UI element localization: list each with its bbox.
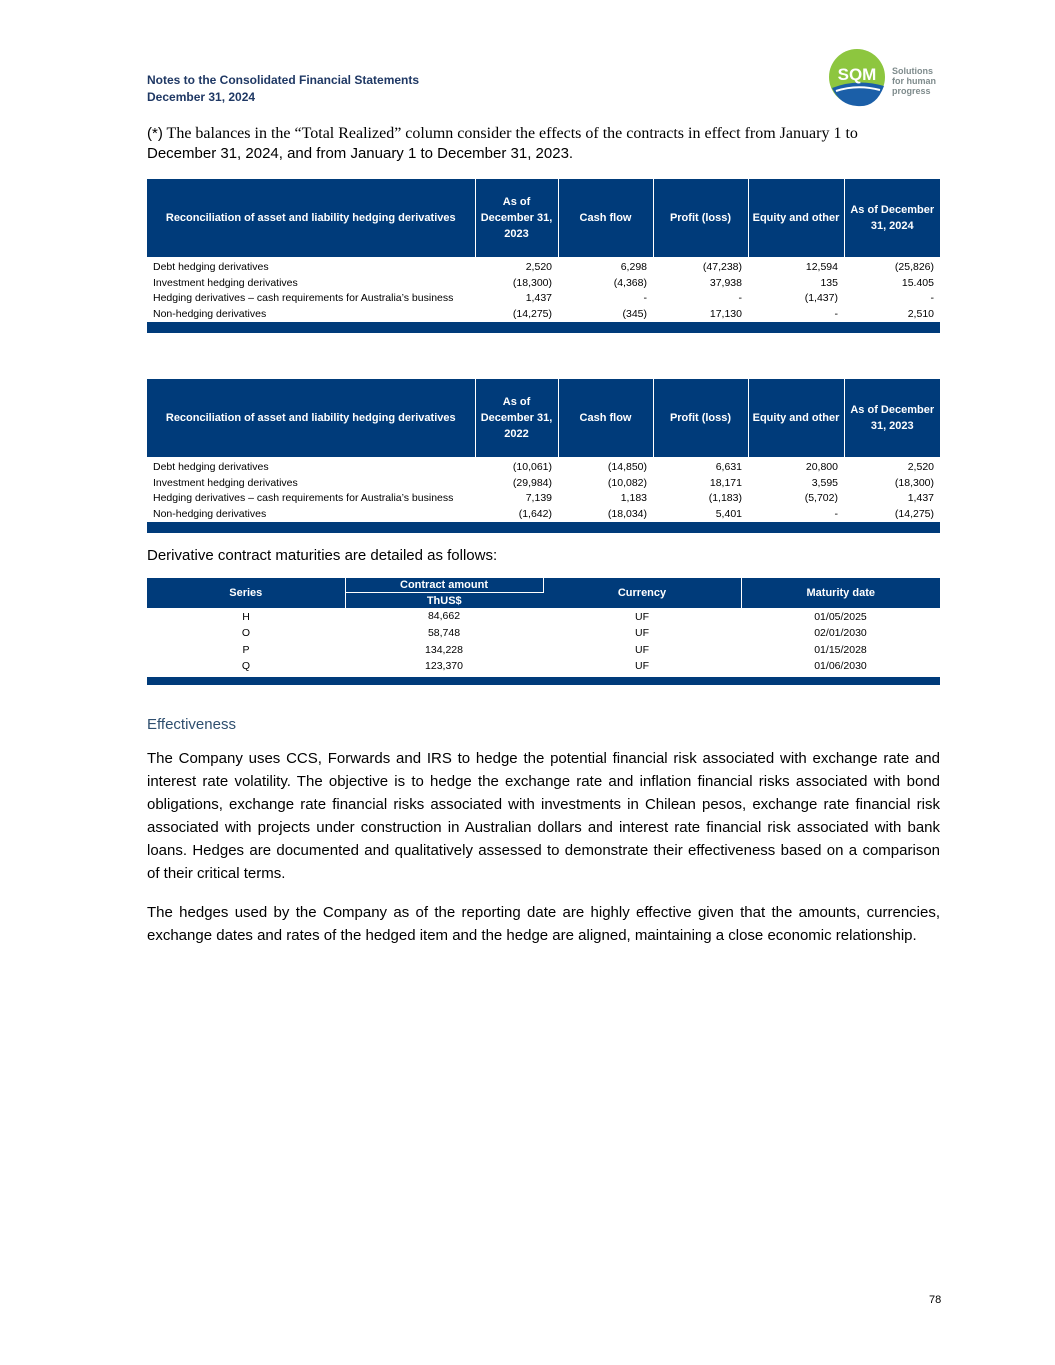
table-cell: - [834,307,838,320]
effectiveness-paragraph-1: The Company uses CCS, Forwards and IRS to hedge the potential financial risk associated with exchange rate and interest rate volatility. The objective is to hedge the exchange rate and inflation financial risks associated with bond obligations, exchange rate financial risks associated with investments in Chilean pesos, exchange rate financial risk associated with projects under construction in Australian dollars and interest rate financial risk associated with bank loans. Hedges are documented and qualitatively assessed to demonstrate their effectiveness based on a comparison of their critical terms. [147,750,940,882]
table-cell: (345) [622,307,647,320]
table-footer-bar [147,522,940,533]
footnote-text-serif: The balances in the “Total Realized” column consider the effects of the contracts in effect from January 1 to [162,125,858,142]
table-cell: 3,595 [811,476,838,489]
column-header: As of December 31, 2023 [844,379,940,457]
header-date: December 31, 2024 [147,90,256,104]
logo-brand: SQM [837,65,877,84]
table-cell: 01/05/2025 [814,610,867,623]
column-header: Profit (loss) [653,379,748,457]
column-header: Cash flow [558,179,653,257]
table-cell: 37,938 [709,276,742,289]
table-cell: (1,183) [708,492,742,504]
table-row [147,291,940,307]
logo-tagline-1: Solutions [892,66,933,76]
table-cell: (10,082) [607,476,647,489]
column-header: As of December 31, 2022 [475,379,558,457]
sqm-logo [826,48,946,110]
table-row [147,642,940,659]
table-cell: Q [241,660,251,672]
table-row [147,625,940,642]
table-footer-bar [147,677,940,685]
column-header: Equity and other [748,179,844,257]
logo-tagline-3: progress [892,86,931,96]
table-cell: 2,520 [907,461,934,473]
table-cell: 2,510 [907,307,934,320]
table-cell: UF [635,627,649,639]
column-header: Reconciliation of asset and liability hedging derivatives [147,179,475,257]
table-cell: (18,300) [512,276,552,289]
table-cell: 17,130 [709,307,742,320]
table-cell: 1,183 [620,492,647,504]
table-cell: 58,748 [427,627,461,639]
page-number: 78 [929,1294,942,1306]
table-cell: 7,139 [525,492,552,504]
reconciliation-table-2023 [147,379,940,522]
table-row [147,491,940,507]
table-cell: 6,298 [620,261,647,273]
effectiveness-paragraph-2: The hedges used by the Company as of the reporting date are highly effective given that the amounts, currencies, exchange dates and rates of the hedged item and the hedge are aligned, maintaining a close economic relationship. [147,904,940,944]
table-cell: H [242,610,250,623]
table-cell: (47,238) [702,261,742,273]
footnote-marker: (*) [147,125,163,142]
maturities-table [147,578,940,675]
footnote-text-sans: December 31, 2024, and from January 1 to December 31, 2023. [147,145,574,162]
table-cell: 135 [820,276,838,289]
table-row [147,276,940,292]
table-cell: UF [635,660,649,672]
table-row [147,507,940,523]
table-row [147,257,940,276]
table-cell: (14,275) [894,507,934,520]
effectiveness-heading: Effectiveness [147,716,236,733]
table-row [147,307,940,323]
table-cell: 01/15/2028 [814,643,867,656]
row-label: Debt hedging derivatives [153,461,269,473]
table-cell: 15.405 [901,276,934,289]
table-cell: (29,984) [512,476,552,489]
table-cell: (14,850) [607,461,647,473]
logo-tagline-2: for human [892,76,936,86]
row-label: Debt hedging derivatives [153,261,269,273]
table-footer-bar [147,322,940,333]
table-cell: 5,401 [715,507,742,520]
table-cell: (1,642) [518,507,552,520]
table-cell: (5,702) [804,492,838,504]
table-cell: (18,300) [894,476,934,489]
table-cell: (10,061) [512,461,552,473]
table-cell: O [241,627,251,639]
row-label: Non-hedging derivatives [153,307,267,320]
column-header: Currency [543,578,741,608]
column-header: As of December 31, 2023 [475,179,558,257]
table-cell: - [738,292,742,304]
table-cell: 1,437 [907,492,934,504]
table-cell: UF [635,643,649,656]
row-label: Hedging derivatives – cash requirements for Australia’s business [153,292,454,304]
reconciliation-table-2024 [147,179,940,322]
column-header: Cash flow [558,379,653,457]
table-cell: 2,520 [525,261,552,273]
column-header: Reconciliation of asset and liability hedging derivatives [147,379,475,457]
table-cell: 6,631 [715,461,742,473]
table-cell: 01/06/2030 [814,660,867,672]
sqm-logo-icon [826,48,888,110]
table-cell: 20,800 [805,461,838,473]
logo-tagline [892,66,936,96]
maturities-intro: Derivative contract maturities are detailed as follows: [147,547,498,564]
table-cell: 12,594 [805,261,838,273]
row-label: Non-hedging derivatives [153,507,267,520]
column-header: Contract amount [345,578,543,593]
table-cell: - [834,507,838,520]
column-subheader: ThUS$ [345,593,543,609]
column-header: Equity and other [748,379,844,457]
table-cell: 02/01/2030 [814,627,867,639]
table-cell: 18,171 [709,476,742,489]
table-row [147,476,940,492]
table-cell: (18,034) [607,507,647,520]
table-cell: (25,826) [894,261,934,273]
row-label: Investment hedging derivatives [153,276,298,289]
table-row [147,457,940,476]
table-cell: - [643,292,647,304]
page-header [147,72,419,106]
row-label: Investment hedging derivatives [153,476,298,489]
table-cell: UF [635,610,649,623]
table-cell: 84,662 [427,610,461,623]
table-cell: (4,368) [613,276,647,289]
table-cell: P [242,643,250,656]
column-header: Profit (loss) [653,179,748,257]
table-cell: 134,228 [425,643,463,656]
column-header: Maturity date [741,578,940,608]
row-label: Hedging derivatives – cash requirements for Australia’s business [153,492,454,504]
header-title: Notes to the Consolidated Financial Statements [147,73,420,87]
table-cell: (1,437) [804,292,838,304]
column-header: Series [147,578,345,608]
table-row [147,608,940,625]
table-cell: - [930,292,934,304]
table-cell: 1,437 [525,292,552,304]
table-cell: 123,370 [425,660,463,672]
column-header: As of December 31, 2024 [844,179,940,257]
table-row [147,658,940,675]
table-cell: (14,275) [512,307,552,320]
footnote [147,124,940,164]
